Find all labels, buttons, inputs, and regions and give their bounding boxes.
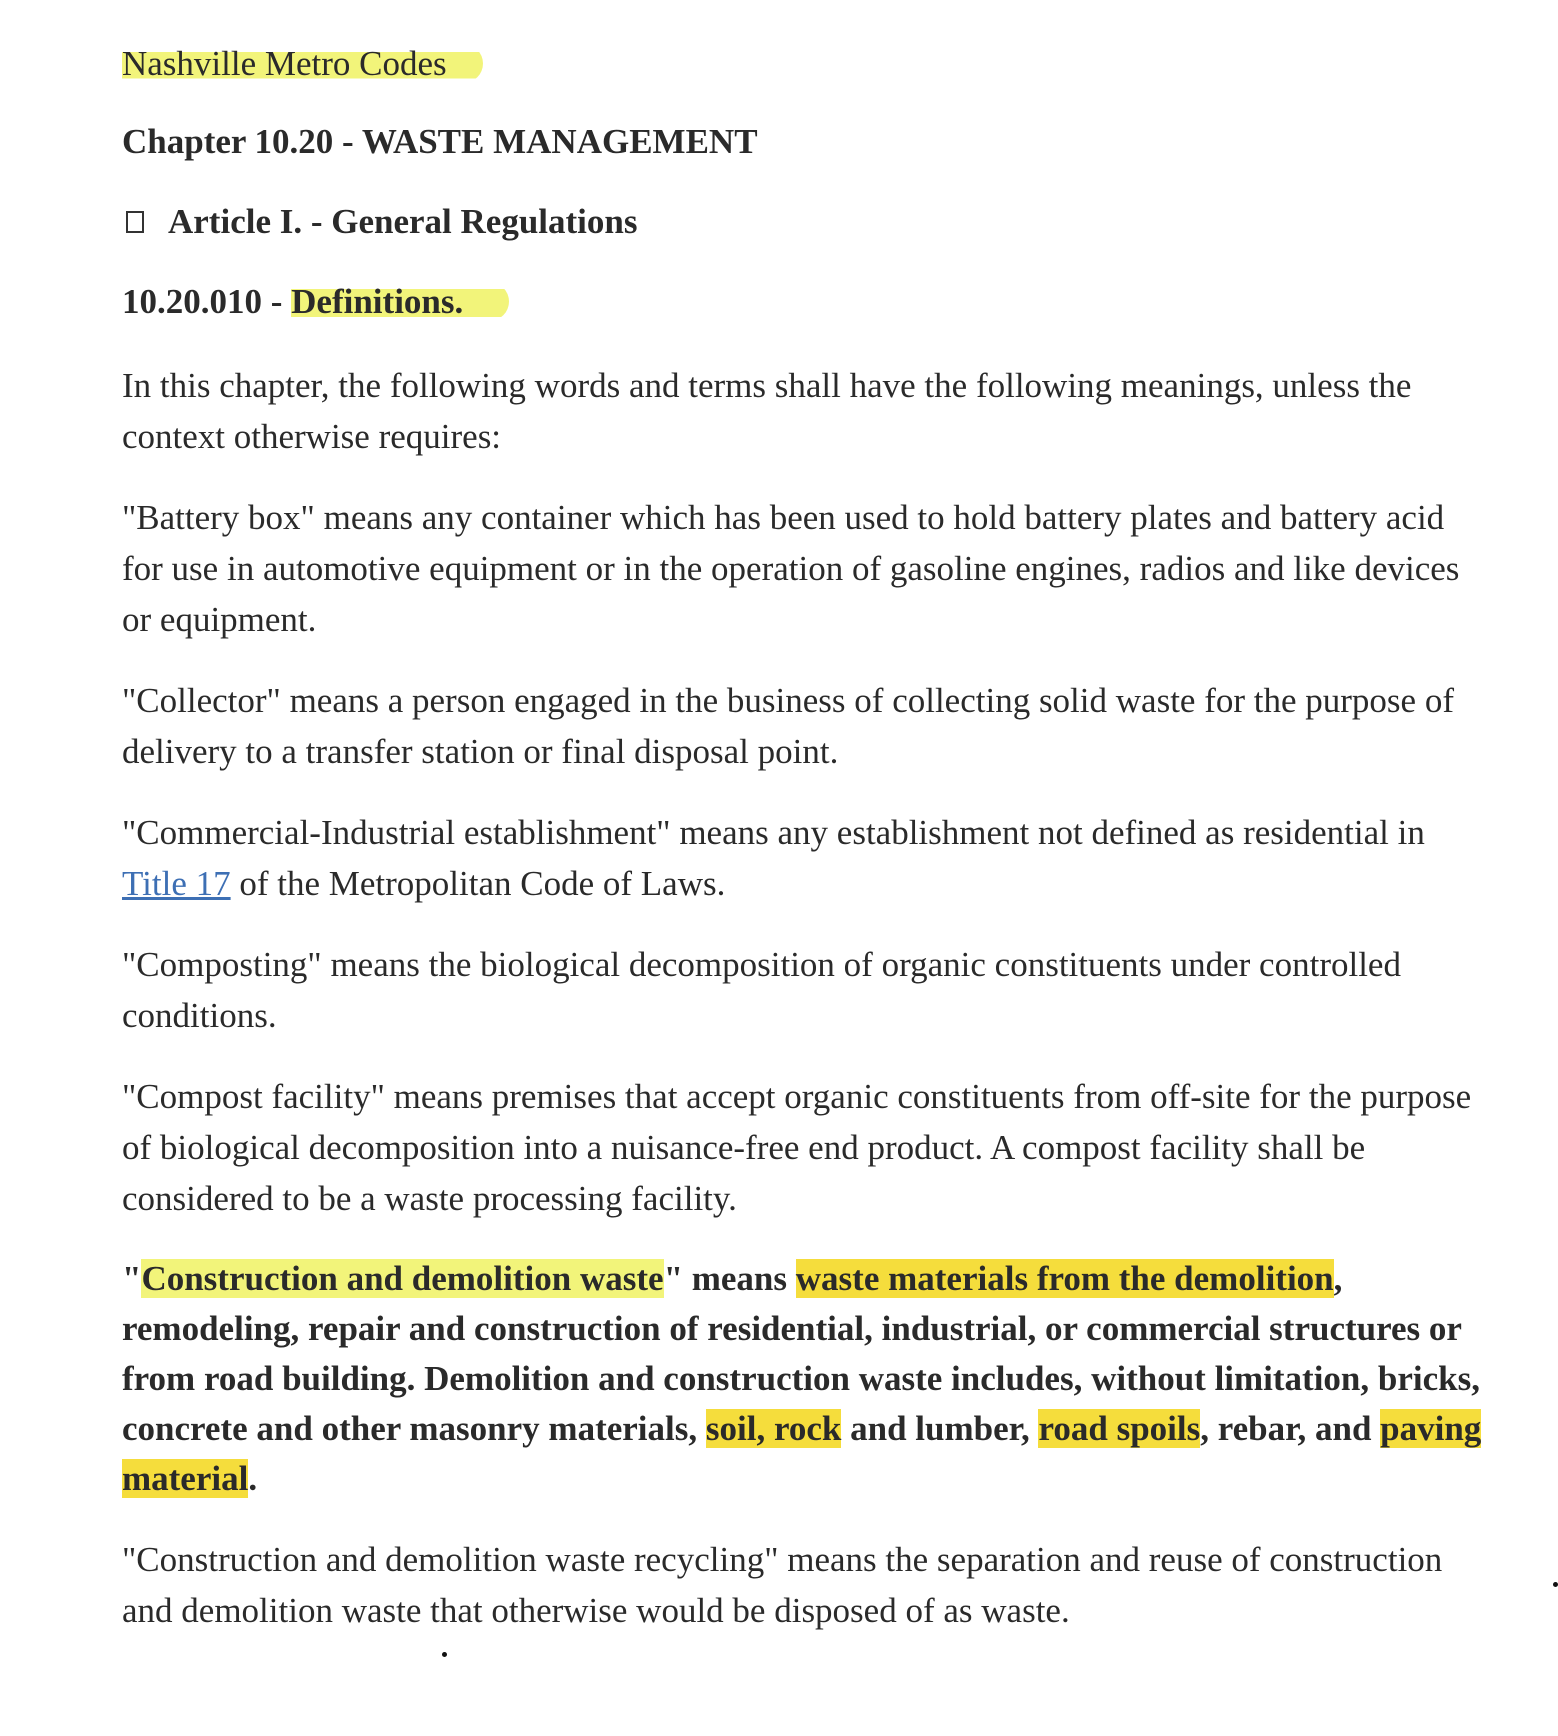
scan-speck — [442, 1652, 447, 1657]
cd-text-1: , remodeling, repair and construction of residential, industrial, or commercial structures or from road building. Demolition and construction waste includes, without limitation, bricks, concrete and other masonry materials, — [122, 1259, 1480, 1448]
commercial-text-pre: "Commercial-Industrial establishment" means any establishment not defined as residential in — [122, 813, 1425, 852]
cd-text-3: , rebar, and — [1200, 1409, 1372, 1448]
definition-commercial-industrial — [122, 807, 1482, 909]
document-page — [122, 40, 1482, 1666]
section-title: Definitions. — [291, 282, 509, 321]
commercial-text-post: of the Metropolitan Code of Laws. — [239, 864, 726, 903]
article-heading-text: Article I. - General Regulations — [168, 202, 638, 241]
definition-cd-recycling: "Construction and demolition waste recycling" means the separation and reuse of construction and demolition waste that otherwise would be disposed of as waste. — [122, 1540, 1443, 1630]
cd-highlight-demolition: waste materials from the demolition — [795, 1259, 1334, 1298]
title-17-link[interactable]: Title 17 — [122, 864, 231, 903]
chapter-heading: Chapter 10.20 - WASTE MANAGEMENT — [122, 122, 758, 161]
section-heading — [122, 278, 1482, 326]
source-title-text: Nashville Metro Codes — [122, 44, 483, 83]
scan-speck — [1553, 1582, 1558, 1587]
cd-term: Construction and demolition waste — [141, 1259, 664, 1298]
intro-paragraph: In this chapter, the following words and terms shall have the following meanings, unless the context otherwise requires: — [122, 366, 1412, 456]
checkbox-icon — [126, 211, 144, 233]
cd-quote-open: " — [122, 1259, 142, 1298]
cd-highlight-road-spoils: road spoils — [1038, 1409, 1201, 1448]
definition-battery-box: "Battery box" means any container which has been used to hold battery plates and battery acid for use in automotive equipment or in the operation of gasoline engines, radios and like devices or equipment. — [122, 498, 1460, 639]
cd-text-2: and lumber, — [850, 1409, 1030, 1448]
definition-collector: "Collector" means a person engaged in the business of collecting solid waste for the purpose of delivery to a transfer station or final disposal point. — [122, 681, 1454, 771]
definition-composting: "Composting" means the biological decomposition of organic constituents under controlled conditions. — [122, 945, 1401, 1035]
definition-compost-facility: "Compost facility" means premises that accept organic constituents from off-site for the purpose of biological decomposition into a nuisance-free end product. A compost facility shall be considered to be a waste processing facility. — [122, 1077, 1472, 1218]
definition-construction-demolition-waste — [122, 1254, 1482, 1504]
cd-quote-close: " means — [663, 1259, 788, 1298]
article-heading — [122, 198, 1482, 246]
source-title — [122, 40, 1482, 88]
cd-text-4: . — [248, 1459, 258, 1498]
section-number: 10.20.010 - — [122, 282, 283, 321]
cd-highlight-paving-material: paving material — [122, 1409, 1482, 1498]
cd-highlight-soil-rock: soil, rock — [705, 1409, 842, 1448]
